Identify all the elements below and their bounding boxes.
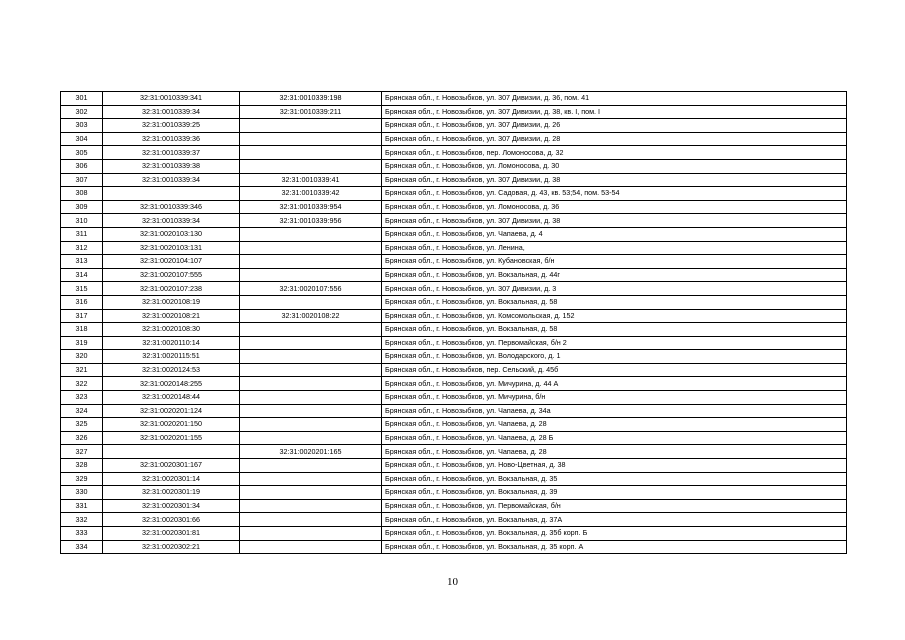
row-number-cell: 328	[61, 459, 103, 473]
table-row	[61, 105, 847, 119]
address-cell: Брянская обл., г. Новозыбков, ул. Чапаева, д. 28	[382, 418, 847, 432]
table-body	[61, 92, 847, 554]
cadastral-number-cell: 32:31:0020108:30	[103, 323, 240, 337]
table-row	[61, 159, 847, 173]
address-cell: Брянская обл., г. Новозыбков, ул. Чапаева, д. 28 Б	[382, 431, 847, 445]
linked-cadastral-number-cell	[240, 255, 382, 269]
linked-cadastral-number-cell	[240, 431, 382, 445]
row-number-cell: 331	[61, 499, 103, 513]
row-number-cell: 333	[61, 527, 103, 541]
address-cell: Брянская обл., г. Новозыбков, ул. Ломоносова, д. 36	[382, 200, 847, 214]
cadastral-number-cell: 32:31:0020148:255	[103, 377, 240, 391]
table-row	[61, 377, 847, 391]
cadastral-number-cell: 32:31:0010339:346	[103, 200, 240, 214]
cadastral-number-cell: 32:31:0020107:555	[103, 268, 240, 282]
linked-cadastral-number-cell	[240, 350, 382, 364]
linked-cadastral-number-cell	[240, 472, 382, 486]
row-number-cell: 326	[61, 431, 103, 445]
cadastral-number-cell: 32:31:0020103:130	[103, 227, 240, 241]
linked-cadastral-number-cell	[240, 391, 382, 405]
row-number-cell: 330	[61, 486, 103, 500]
row-number-cell: 308	[61, 187, 103, 201]
address-cell: Брянская обл., г. Новозыбков, ул. 307 Дивизии, д. 38	[382, 214, 847, 228]
address-cell: Брянская обл., г. Новозыбков, ул. 307 Дивизии, д. 28	[382, 132, 847, 146]
row-number-cell: 312	[61, 241, 103, 255]
address-cell: Брянская обл., г. Новозыбков, ул. Комсомольская, д. 152	[382, 309, 847, 323]
row-number-cell: 303	[61, 119, 103, 133]
row-number-cell: 305	[61, 146, 103, 160]
row-number-cell: 306	[61, 159, 103, 173]
linked-cadastral-number-cell	[240, 513, 382, 527]
table-row	[61, 282, 847, 296]
address-cell: Брянская обл., г. Новозыбков, ул. Ново-Цветная, д. 38	[382, 459, 847, 473]
address-cell: Брянская обл., г. Новозыбков, ул. Кубановская, б/н	[382, 255, 847, 269]
row-number-cell: 320	[61, 350, 103, 364]
table-row	[61, 323, 847, 337]
table-row	[61, 540, 847, 554]
address-cell: Брянская обл., г. Новозыбков, ул. 307 Дивизии, д. 38, кв. I, пом. I	[382, 105, 847, 119]
row-number-cell: 316	[61, 295, 103, 309]
table-row	[61, 527, 847, 541]
cadastral-number-cell: 32:31:0020108:21	[103, 309, 240, 323]
linked-cadastral-number-cell	[240, 540, 382, 554]
cadastral-number-cell: 32:31:0020103:131	[103, 241, 240, 255]
cadastral-number-cell: 32:31:0020301:66	[103, 513, 240, 527]
address-cell: Брянская обл., г. Новозыбков, ул. Ленина,	[382, 241, 847, 255]
linked-cadastral-number-cell	[240, 268, 382, 282]
row-number-cell: 309	[61, 200, 103, 214]
cadastral-number-cell	[103, 445, 240, 459]
linked-cadastral-number-cell	[240, 323, 382, 337]
cadastral-number-cell: 32:31:0020110:14	[103, 336, 240, 350]
address-cell: Брянская обл., г. Новозыбков, ул. Ломоносова, д. 30	[382, 159, 847, 173]
linked-cadastral-number-cell	[240, 418, 382, 432]
table-row	[61, 255, 847, 269]
table-row	[61, 336, 847, 350]
linked-cadastral-number-cell	[240, 527, 382, 541]
address-cell: Брянская обл., г. Новозыбков, ул. 307 Дивизии, д. 36, пом. 41	[382, 92, 847, 106]
table-row	[61, 391, 847, 405]
cadastral-number-cell: 32:31:0010339:34	[103, 214, 240, 228]
linked-cadastral-number-cell: 32:31:0020107:556	[240, 282, 382, 296]
row-number-cell: 329	[61, 472, 103, 486]
table-row	[61, 459, 847, 473]
cadastral-number-cell: 32:31:0020301:19	[103, 486, 240, 500]
row-number-cell: 322	[61, 377, 103, 391]
linked-cadastral-number-cell	[240, 459, 382, 473]
cadastral-number-cell: 32:31:0020107:238	[103, 282, 240, 296]
linked-cadastral-number-cell	[240, 241, 382, 255]
linked-cadastral-number-cell: 32:31:0010339:211	[240, 105, 382, 119]
row-number-cell: 334	[61, 540, 103, 554]
address-cell: Брянская обл., г. Новозыбков, ул. 307 Дивизии, д. 38	[382, 173, 847, 187]
table-row	[61, 187, 847, 201]
row-number-cell: 314	[61, 268, 103, 282]
cadastral-number-cell: 32:31:0020301:14	[103, 472, 240, 486]
address-cell: Брянская обл., г. Новозыбков, ул. Вокзальная, д. 39	[382, 486, 847, 500]
row-number-cell: 323	[61, 391, 103, 405]
linked-cadastral-number-cell	[240, 377, 382, 391]
linked-cadastral-number-cell	[240, 159, 382, 173]
linked-cadastral-number-cell: 32:31:0010339:198	[240, 92, 382, 106]
linked-cadastral-number-cell	[240, 499, 382, 513]
linked-cadastral-number-cell	[240, 336, 382, 350]
page-number: 10	[447, 576, 458, 588]
table-row	[61, 119, 847, 133]
row-number-cell: 311	[61, 227, 103, 241]
row-number-cell: 302	[61, 105, 103, 119]
linked-cadastral-number-cell	[240, 146, 382, 160]
cadastral-number-cell: 32:31:0020301:34	[103, 499, 240, 513]
table-row	[61, 499, 847, 513]
row-number-cell: 321	[61, 363, 103, 377]
address-cell: Брянская обл., г. Новозыбков, ул. 307 Дивизии, д. 3	[382, 282, 847, 296]
address-cell: Брянская обл., г. Новозыбков, ул. Мичурина, д. 44 А	[382, 377, 847, 391]
cadastral-number-cell: 32:31:0010339:37	[103, 146, 240, 160]
row-number-cell: 332	[61, 513, 103, 527]
row-number-cell: 324	[61, 404, 103, 418]
linked-cadastral-number-cell: 32:31:0020108:22	[240, 309, 382, 323]
table-row	[61, 146, 847, 160]
table-row	[61, 431, 847, 445]
cadastral-number-cell: 32:31:0010339:341	[103, 92, 240, 106]
address-cell: Брянская обл., г. Новозыбков, ул. Вокзальная, д. 58	[382, 295, 847, 309]
cadastral-number-cell: 32:31:0020301:167	[103, 459, 240, 473]
linked-cadastral-number-cell: 32:31:0010339:42	[240, 187, 382, 201]
linked-cadastral-number-cell	[240, 486, 382, 500]
cadastral-number-cell: 32:31:0020148:44	[103, 391, 240, 405]
address-cell: Брянская обл., г. Новозыбков, ул. Вокзальная, д. 35	[382, 472, 847, 486]
cadastral-number-cell: 32:31:0020201:155	[103, 431, 240, 445]
address-cell: Брянская обл., г. Новозыбков, ул. 307 Дивизии, д. 26	[382, 119, 847, 133]
address-cell: Брянская обл., г. Новозыбков, ул. Мичурина, б/н	[382, 391, 847, 405]
table-row	[61, 92, 847, 106]
row-number-cell: 301	[61, 92, 103, 106]
address-cell: Брянская обл., г. Новозыбков, ул. Чапаева, д. 28	[382, 445, 847, 459]
linked-cadastral-number-cell: 32:31:0020201:165	[240, 445, 382, 459]
table-row	[61, 418, 847, 432]
cadastral-number-cell: 32:31:0010339:36	[103, 132, 240, 146]
table-row	[61, 173, 847, 187]
cadastral-number-cell: 32:31:0020302:21	[103, 540, 240, 554]
table-row	[61, 295, 847, 309]
address-cell: Брянская обл., г. Новозыбков, ул. Чапаева, д. 4	[382, 227, 847, 241]
cadastral-number-cell: 32:31:0010339:34	[103, 105, 240, 119]
linked-cadastral-number-cell	[240, 227, 382, 241]
linked-cadastral-number-cell	[240, 132, 382, 146]
row-number-cell: 325	[61, 418, 103, 432]
row-number-cell: 327	[61, 445, 103, 459]
cadastral-number-cell: 32:31:0010339:34	[103, 173, 240, 187]
table-row	[61, 486, 847, 500]
linked-cadastral-number-cell: 32:31:0010339:41	[240, 173, 382, 187]
row-number-cell: 318	[61, 323, 103, 337]
cadastral-number-cell	[103, 187, 240, 201]
cadastral-number-cell: 32:31:0010339:25	[103, 119, 240, 133]
row-number-cell: 313	[61, 255, 103, 269]
table-row	[61, 132, 847, 146]
table-row	[61, 309, 847, 323]
linked-cadastral-number-cell	[240, 295, 382, 309]
table-row	[61, 200, 847, 214]
row-number-cell: 307	[61, 173, 103, 187]
row-number-cell: 317	[61, 309, 103, 323]
linked-cadastral-number-cell	[240, 404, 382, 418]
address-cell: Брянская обл., г. Новозыбков, ул. Володарского, д. 1	[382, 350, 847, 364]
table-row	[61, 472, 847, 486]
address-cell: Брянская обл., г. Новозыбков, ул. Вокзальная, д. 58	[382, 323, 847, 337]
cadastral-register-table	[60, 91, 847, 554]
cadastral-number-cell: 32:31:0020108:19	[103, 295, 240, 309]
table-row	[61, 268, 847, 282]
cadastral-number-cell: 32:31:0020201:150	[103, 418, 240, 432]
address-cell: Брянская обл., г. Новозыбков, ул. Вокзальная, д. 44г	[382, 268, 847, 282]
cadastral-number-cell: 32:31:0010339:38	[103, 159, 240, 173]
cadastral-number-cell: 32:31:0020115:51	[103, 350, 240, 364]
cadastral-number-cell: 32:31:0020301:81	[103, 527, 240, 541]
address-cell: Брянская обл., г. Новозыбков, пер. Ломоносова, д. 32	[382, 146, 847, 160]
table-row	[61, 227, 847, 241]
address-cell: Брянская обл., г. Новозыбков, ул. Вокзальная, д. 37А	[382, 513, 847, 527]
table-row	[61, 214, 847, 228]
linked-cadastral-number-cell	[240, 119, 382, 133]
linked-cadastral-number-cell: 32:31:0010339:956	[240, 214, 382, 228]
linked-cadastral-number-cell: 32:31:0010339:954	[240, 200, 382, 214]
address-cell: Брянская обл., г. Новозыбков, ул. Садовая, д. 43, кв. 53;54, пом. 53-54	[382, 187, 847, 201]
table-row	[61, 404, 847, 418]
table-row	[61, 445, 847, 459]
address-cell: Брянская обл., г. Новозыбков, ул. Вокзальная, д. 35 корп. А	[382, 540, 847, 554]
table-row	[61, 363, 847, 377]
table-row	[61, 241, 847, 255]
table-row	[61, 350, 847, 364]
table-row	[61, 513, 847, 527]
row-number-cell: 310	[61, 214, 103, 228]
address-cell: Брянская обл., г. Новозыбков, пер. Сельский, д. 45б	[382, 363, 847, 377]
cadastral-number-cell: 32:31:0020104:107	[103, 255, 240, 269]
address-cell: Брянская обл., г. Новозыбков, ул. Первомайская, б/н	[382, 499, 847, 513]
address-cell: Брянская обл., г. Новозыбков, ул. Первомайская, б/н 2	[382, 336, 847, 350]
cadastral-number-cell: 32:31:0020201:124	[103, 404, 240, 418]
linked-cadastral-number-cell	[240, 363, 382, 377]
address-cell: Брянская обл., г. Новозыбков, ул. Вокзальная, д. 35б корп. Б	[382, 527, 847, 541]
cadastral-number-cell: 32:31:0020124:53	[103, 363, 240, 377]
row-number-cell: 319	[61, 336, 103, 350]
row-number-cell: 315	[61, 282, 103, 296]
row-number-cell: 304	[61, 132, 103, 146]
address-cell: Брянская обл., г. Новозыбков, ул. Чапаева, д. 34а	[382, 404, 847, 418]
